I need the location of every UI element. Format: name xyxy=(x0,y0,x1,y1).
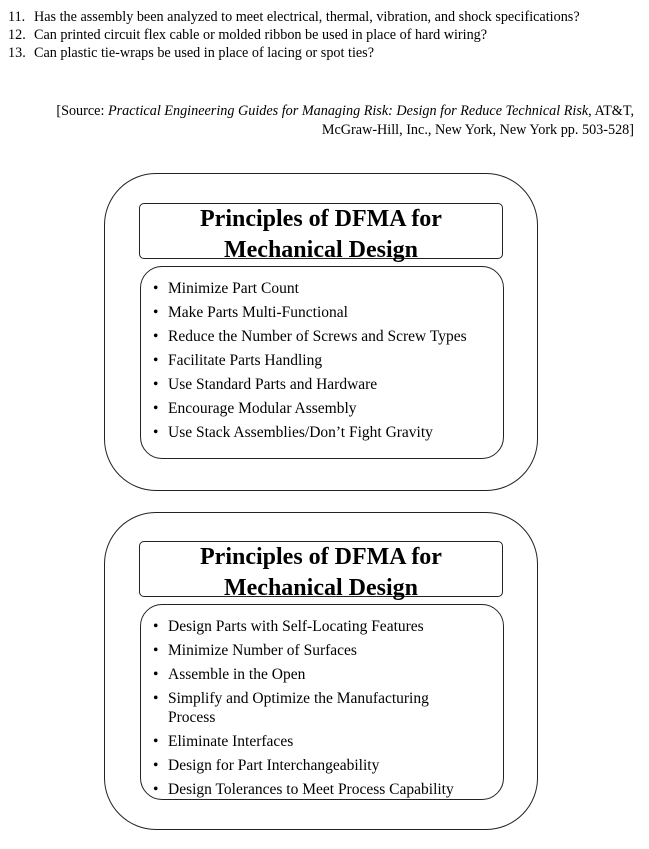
bullet: • xyxy=(153,690,159,707)
list-item-text: Assemble in the Open xyxy=(168,666,306,683)
panel-list-box xyxy=(140,604,504,800)
bullet: • xyxy=(153,642,159,659)
list-item xyxy=(153,663,497,687)
list-item-text: Make Parts Multi-Functional xyxy=(168,304,348,321)
bullet: • xyxy=(153,400,159,417)
list-item xyxy=(153,778,497,802)
list-item xyxy=(153,349,497,373)
bullet: • xyxy=(153,328,159,345)
question-text: Can plastic tie-wraps be used in place of lacing or spot ties? xyxy=(34,45,375,61)
panel-title-box xyxy=(139,203,503,263)
list-item xyxy=(153,421,497,445)
question-item xyxy=(8,8,634,26)
list-item xyxy=(153,325,497,349)
list-item xyxy=(153,689,497,727)
list-item xyxy=(153,373,497,397)
source-citation xyxy=(20,102,634,140)
list-item-text: Facilitate Parts Handling xyxy=(168,352,323,369)
list-item xyxy=(153,301,497,325)
question-list xyxy=(8,8,634,62)
bullet: • xyxy=(153,757,159,774)
question-item xyxy=(8,26,634,44)
source-rest: , AT&T, McGraw-Hill, Inc., New York, New York pp. 503-528] xyxy=(321,103,634,138)
question-text: Has the assembly been analyzed to meet electrical, thermal, vibration, and shock specifications? xyxy=(34,9,580,25)
question-number: 12. xyxy=(8,27,26,43)
bullet: • xyxy=(153,280,159,297)
panel-list-box xyxy=(140,266,504,459)
source-prefix: [Source: xyxy=(56,103,108,119)
panel-title-box xyxy=(139,541,503,601)
question-item xyxy=(8,44,634,62)
list-item-text: Eliminate Interfaces xyxy=(168,733,294,750)
bullet: • xyxy=(153,424,159,441)
list-item-text: Reduce the Number of Screws and Screw Types xyxy=(168,328,467,345)
list-item-text: Design Parts with Self-Locating Features xyxy=(168,618,424,635)
question-number: 13. xyxy=(8,45,26,61)
panel-title-line1: Principles of DFMA for xyxy=(200,206,442,232)
list-item-text: Use Standard Parts and Hardware xyxy=(168,376,378,393)
list-item-text: Minimize Part Count xyxy=(168,280,299,297)
list-item xyxy=(153,615,497,639)
principles-list xyxy=(153,277,497,445)
list-item-text: Use Stack Assemblies/Don’t Fight Gravity xyxy=(168,424,433,441)
panel-title-line2: Mechanical Design xyxy=(224,237,418,263)
list-item xyxy=(153,639,497,663)
bullet: • xyxy=(153,304,159,321)
panel-title-line1: Principles of DFMA for xyxy=(200,544,442,570)
bullet: • xyxy=(153,618,159,635)
list-item-text: Minimize Number of Surfaces xyxy=(168,642,357,659)
bullet: • xyxy=(153,352,159,369)
panel-title-line2: Mechanical Design xyxy=(224,575,418,601)
list-item xyxy=(153,730,497,754)
list-item-text: Design Tolerances to Meet Process Capability xyxy=(168,781,454,798)
principles-list xyxy=(153,615,497,802)
source-title: Practical Engineering Guides for Managing Risk: Design for Reduce Technical Risk xyxy=(107,103,589,119)
bullet: • xyxy=(153,376,159,393)
list-item xyxy=(153,754,497,778)
list-item xyxy=(153,397,497,421)
bullet: • xyxy=(153,733,159,750)
list-item xyxy=(153,277,497,301)
list-item-text: Simplify and Optimize the Manufacturing Process xyxy=(168,690,429,726)
question-number: 11. xyxy=(8,9,26,25)
question-text: Can printed circuit flex cable or molded ribbon be used in place of hard wiring? xyxy=(34,27,488,43)
list-item-text: Design for Part Interchangeability xyxy=(168,757,380,774)
list-item-text: Encourage Modular Assembly xyxy=(168,400,357,417)
bullet: • xyxy=(153,666,159,683)
bullet: • xyxy=(153,781,159,798)
